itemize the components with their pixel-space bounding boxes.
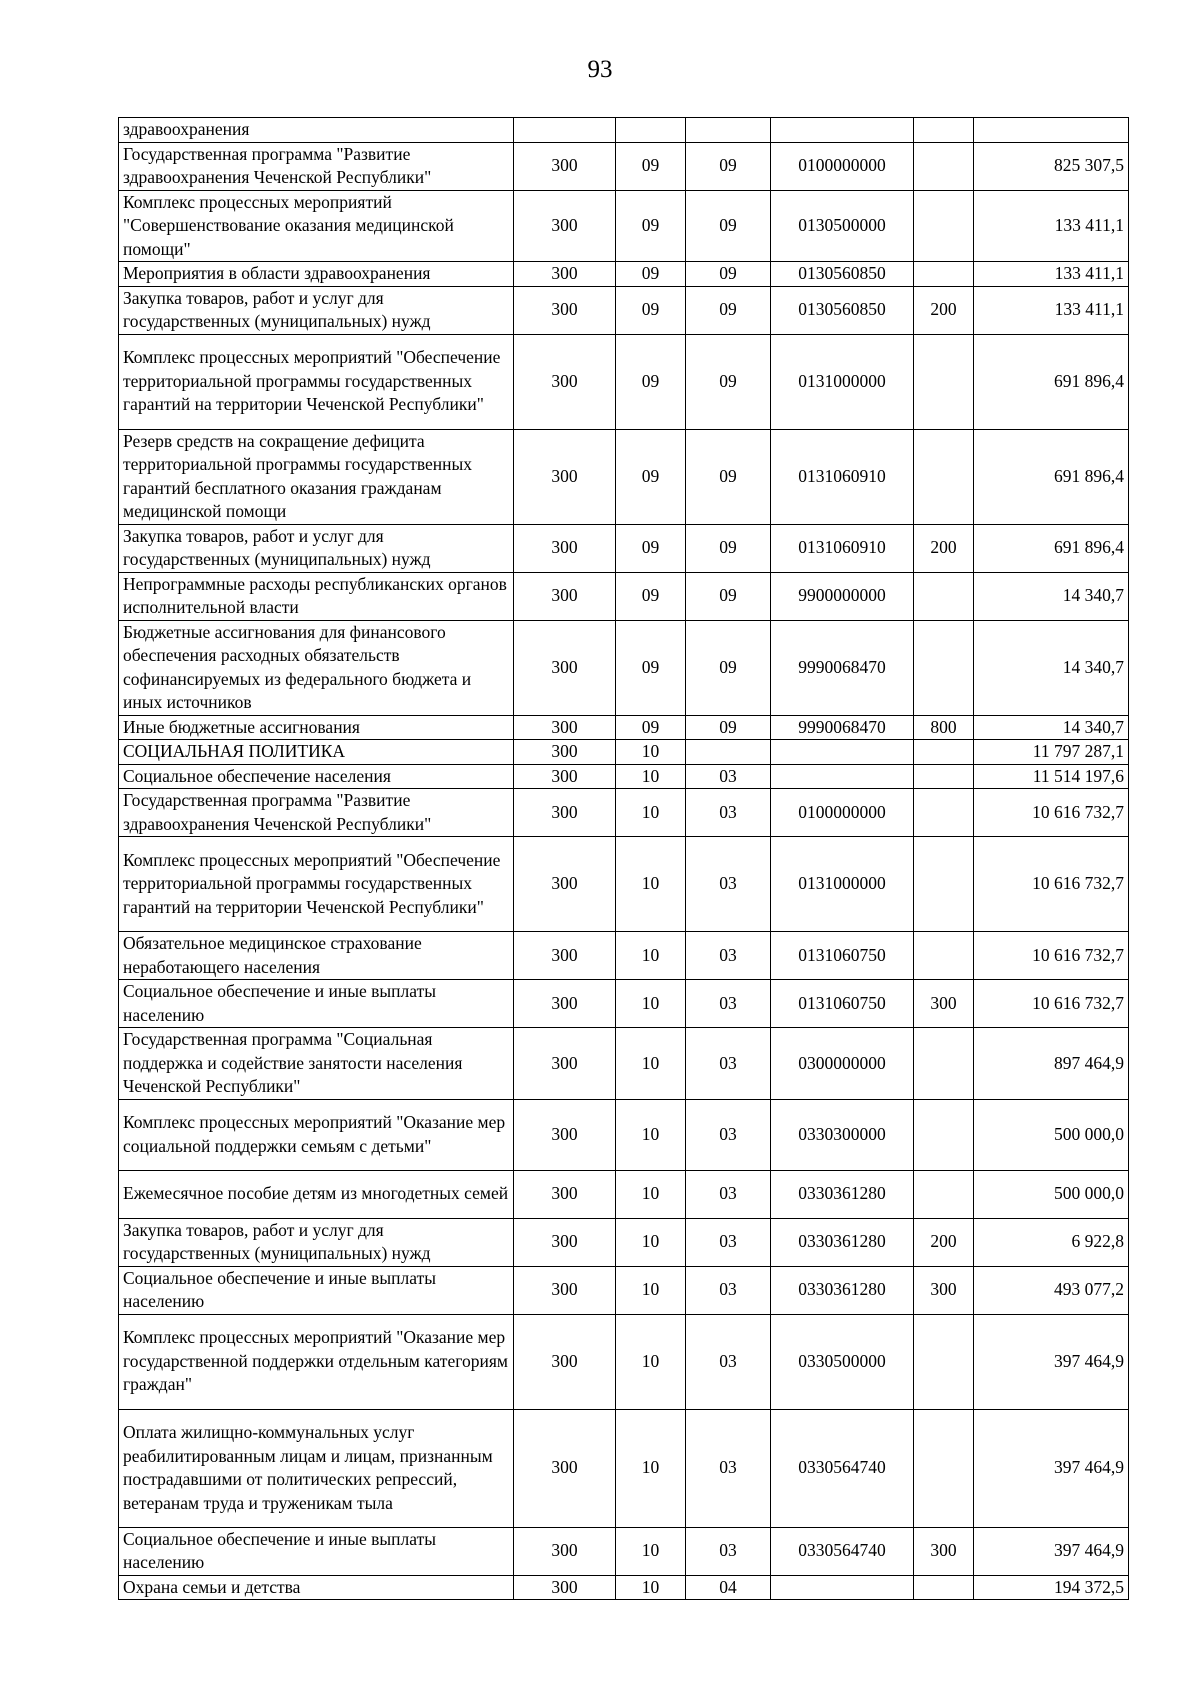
section-code-cell: 09	[616, 334, 686, 429]
amount-cell: 10 616 732,7	[974, 789, 1129, 837]
section-code-cell: 09	[616, 286, 686, 334]
expense-name-cell: Оплата жилищно-коммунальных услуг реабилитированным лицам и лицам, признанным пострадавшими от политических репрессий, ветеранам труда и труженикам тыла	[119, 1409, 514, 1527]
expense-name-cell: Комплекс процессных мероприятий "Оказание мер государственной поддержки отдельным категориям граждан"	[119, 1314, 514, 1409]
expense-type-cell	[914, 1575, 974, 1600]
expense-type-cell	[914, 334, 974, 429]
expense-name-cell: Непрограммные расходы республиканских органов исполнительной власти	[119, 572, 514, 620]
subsection-code-cell: 03	[686, 932, 771, 980]
section-code-cell: 09	[616, 715, 686, 740]
target-article-cell: 0100000000	[771, 789, 914, 837]
table-row	[119, 837, 1129, 932]
expense-name-cell: СОЦИАЛЬНАЯ ПОЛИТИКА	[119, 740, 514, 765]
subsection-code-cell: 03	[686, 1527, 771, 1575]
expense-type-cell: 800	[914, 715, 974, 740]
section-code-cell: 09	[616, 620, 686, 715]
subsection-code-cell: 03	[686, 1314, 771, 1409]
table-row	[119, 1266, 1129, 1314]
ministry-code-cell: 300	[514, 1409, 616, 1527]
ministry-code-cell: 300	[514, 1099, 616, 1170]
expense-type-cell	[914, 932, 974, 980]
table-row	[119, 764, 1129, 789]
expense-type-cell	[914, 740, 974, 765]
target-article-cell	[771, 764, 914, 789]
ministry-code-cell: 300	[514, 932, 616, 980]
expense-type-cell: 300	[914, 980, 974, 1028]
expense-type-cell	[914, 789, 974, 837]
expense-type-cell	[914, 764, 974, 789]
table-row	[119, 1527, 1129, 1575]
ministry-code-cell: 300	[514, 1170, 616, 1218]
table-row	[119, 572, 1129, 620]
ministry-code-cell: 300	[514, 1314, 616, 1409]
ministry-code-cell: 300	[514, 142, 616, 190]
amount-cell: 500 000,0	[974, 1099, 1129, 1170]
section-code-cell: 09	[616, 429, 686, 524]
section-code-cell: 09	[616, 190, 686, 262]
section-code-cell: 10	[616, 1409, 686, 1527]
expense-type-cell	[914, 837, 974, 932]
amount-cell: 397 464,9	[974, 1409, 1129, 1527]
expense-name-cell: Социальное обеспечение и иные выплаты населению	[119, 1527, 514, 1575]
expense-name-cell: Комплекс процессных мероприятий "Оказание мер социальной поддержки семьям с детьми"	[119, 1099, 514, 1170]
amount-cell: 14 340,7	[974, 620, 1129, 715]
table-row	[119, 1575, 1129, 1600]
expense-name-cell: Социальное обеспечение и иные выплаты населению	[119, 980, 514, 1028]
table-row	[119, 740, 1129, 765]
target-article-cell: 0300000000	[771, 1028, 914, 1100]
expense-name-cell: Мероприятия в области здравоохранения	[119, 262, 514, 287]
ministry-code-cell: 300	[514, 789, 616, 837]
target-article-cell: 0330564740	[771, 1409, 914, 1527]
expense-type-cell: 200	[914, 524, 974, 572]
expense-type-cell	[914, 572, 974, 620]
expense-name-cell: Обязательное медицинское страхование неработающего населения	[119, 932, 514, 980]
expense-name-cell: Комплекс процессных мероприятий "Обеспечение территориальной программы государственных гарантий на территории Чеченской Республики"	[119, 837, 514, 932]
subsection-code-cell: 03	[686, 764, 771, 789]
section-code-cell: 09	[616, 524, 686, 572]
expense-type-cell	[914, 1028, 974, 1100]
amount-cell: 6 922,8	[974, 1218, 1129, 1266]
subsection-code-cell: 09	[686, 524, 771, 572]
table-row	[119, 620, 1129, 715]
table-row	[119, 190, 1129, 262]
section-code-cell: 09	[616, 572, 686, 620]
table-row	[119, 789, 1129, 837]
amount-cell: 10 616 732,7	[974, 837, 1129, 932]
expense-name-cell: здравоохранения	[119, 118, 514, 143]
section-code-cell: 09	[616, 262, 686, 287]
section-code-cell: 09	[616, 142, 686, 190]
target-article-cell: 0130560850	[771, 286, 914, 334]
expense-type-cell	[914, 1409, 974, 1527]
table-row	[119, 334, 1129, 429]
ministry-code-cell: 300	[514, 429, 616, 524]
amount-cell: 10 616 732,7	[974, 980, 1129, 1028]
table-row	[119, 1218, 1129, 1266]
ministry-code-cell: 300	[514, 286, 616, 334]
section-code-cell: 10	[616, 789, 686, 837]
target-article-cell: 0330361280	[771, 1170, 914, 1218]
target-article-cell: 0330564740	[771, 1527, 914, 1575]
expense-name-cell: Государственная программа "Социальная поддержка и содействие занятости населения Чеченской Республики"	[119, 1028, 514, 1100]
expense-type-cell	[914, 262, 974, 287]
amount-cell: 14 340,7	[974, 572, 1129, 620]
section-code-cell: 10	[616, 1575, 686, 1600]
amount-cell: 691 896,4	[974, 429, 1129, 524]
ministry-code-cell: 300	[514, 334, 616, 429]
subsection-code-cell: 09	[686, 190, 771, 262]
expense-type-cell	[914, 190, 974, 262]
ministry-code-cell: 300	[514, 1575, 616, 1600]
amount-cell: 493 077,2	[974, 1266, 1129, 1314]
subsection-code-cell: 03	[686, 837, 771, 932]
target-article-cell	[771, 740, 914, 765]
amount-cell: 10 616 732,7	[974, 932, 1129, 980]
expense-type-cell	[914, 142, 974, 190]
table-row	[119, 980, 1129, 1028]
expense-name-cell: Ежемесячное пособие детям из многодетных семей	[119, 1170, 514, 1218]
amount-cell: 897 464,9	[974, 1028, 1129, 1100]
table-row	[119, 262, 1129, 287]
expense-name-cell: Закупка товаров, работ и услуг для государственных (муниципальных) нужд	[119, 1218, 514, 1266]
target-article-cell: 0100000000	[771, 142, 914, 190]
table-row	[119, 1314, 1129, 1409]
ministry-code-cell: 300	[514, 524, 616, 572]
amount-cell: 691 896,4	[974, 524, 1129, 572]
amount-cell: 133 411,1	[974, 286, 1129, 334]
ministry-code-cell: 300	[514, 572, 616, 620]
table-row	[119, 286, 1129, 334]
target-article-cell: 9900000000	[771, 572, 914, 620]
expense-name-cell: Социальное обеспечение населения	[119, 764, 514, 789]
expense-type-cell	[914, 1170, 974, 1218]
section-code-cell	[616, 118, 686, 143]
target-article-cell: 9990068470	[771, 620, 914, 715]
target-article-cell: 0130560850	[771, 262, 914, 287]
section-code-cell: 10	[616, 740, 686, 765]
subsection-code-cell: 09	[686, 572, 771, 620]
subsection-code-cell: 09	[686, 262, 771, 287]
subsection-code-cell: 09	[686, 286, 771, 334]
amount-cell: 11 797 287,1	[974, 740, 1129, 765]
subsection-code-cell: 09	[686, 142, 771, 190]
subsection-code-cell: 04	[686, 1575, 771, 1600]
target-article-cell: 0131060750	[771, 980, 914, 1028]
target-article-cell: 0330361280	[771, 1218, 914, 1266]
subsection-code-cell: 03	[686, 1099, 771, 1170]
page-number: 93	[587, 56, 613, 83]
expense-type-cell: 200	[914, 1218, 974, 1266]
expense-name-cell: Комплекс процессных мероприятий "Обеспечение территориальной программы государственных гарантий на территории Чеченской Республики"	[119, 334, 514, 429]
section-code-cell: 10	[616, 1028, 686, 1100]
expense-name-cell: Иные бюджетные ассигнования	[119, 715, 514, 740]
amount-cell: 133 411,1	[974, 190, 1129, 262]
table-row	[119, 715, 1129, 740]
section-code-cell: 10	[616, 1170, 686, 1218]
section-code-cell: 10	[616, 932, 686, 980]
target-article-cell: 0330500000	[771, 1314, 914, 1409]
target-article-cell: 0131000000	[771, 837, 914, 932]
expense-name-cell: Закупка товаров, работ и услуг для государственных (муниципальных) нужд	[119, 286, 514, 334]
ministry-code-cell: 300	[514, 1218, 616, 1266]
expense-type-cell	[914, 1099, 974, 1170]
ministry-code-cell: 300	[514, 740, 616, 765]
amount-cell: 194 372,5	[974, 1575, 1129, 1600]
subsection-code-cell: 03	[686, 1170, 771, 1218]
expense-name-cell: Государственная программа "Развитие здравоохранения Чеченской Республики"	[119, 142, 514, 190]
section-code-cell: 10	[616, 980, 686, 1028]
ministry-code-cell: 300	[514, 1266, 616, 1314]
subsection-code-cell: 03	[686, 1028, 771, 1100]
ministry-code-cell: 300	[514, 1527, 616, 1575]
expense-type-cell	[914, 620, 974, 715]
amount-cell: 500 000,0	[974, 1170, 1129, 1218]
subsection-code-cell	[686, 118, 771, 143]
expense-type-cell	[914, 429, 974, 524]
target-article-cell: 0330361280	[771, 1266, 914, 1314]
section-code-cell: 10	[616, 1314, 686, 1409]
target-article-cell: 0131060910	[771, 429, 914, 524]
ministry-code-cell: 300	[514, 620, 616, 715]
subsection-code-cell: 03	[686, 1409, 771, 1527]
expense-type-cell	[914, 118, 974, 143]
table-row	[119, 932, 1129, 980]
target-article-cell	[771, 1575, 914, 1600]
ministry-code-cell: 300	[514, 837, 616, 932]
table-row	[119, 1409, 1129, 1527]
table-row	[119, 1170, 1129, 1218]
amount-cell: 11 514 197,6	[974, 764, 1129, 789]
amount-cell: 397 464,9	[974, 1314, 1129, 1409]
subsection-code-cell	[686, 740, 771, 765]
subsection-code-cell: 03	[686, 789, 771, 837]
amount-cell: 825 307,5	[974, 142, 1129, 190]
target-article-cell: 9990068470	[771, 715, 914, 740]
section-code-cell: 10	[616, 1527, 686, 1575]
target-article-cell	[771, 118, 914, 143]
table-row	[119, 524, 1129, 572]
target-article-cell: 0131000000	[771, 334, 914, 429]
ministry-code-cell: 300	[514, 262, 616, 287]
budget-table	[118, 117, 1129, 1600]
table-row	[119, 1099, 1129, 1170]
section-code-cell: 10	[616, 1218, 686, 1266]
section-code-cell: 10	[616, 764, 686, 789]
subsection-code-cell: 09	[686, 715, 771, 740]
expense-name-cell: Государственная программа "Развитие здравоохранения Чеченской Республики"	[119, 789, 514, 837]
subsection-code-cell: 09	[686, 620, 771, 715]
expense-type-cell: 200	[914, 286, 974, 334]
subsection-code-cell: 03	[686, 1266, 771, 1314]
expense-name-cell: Комплекс процессных мероприятий "Совершенствование оказания медицинской помощи"	[119, 190, 514, 262]
expense-type-cell	[914, 1314, 974, 1409]
target-article-cell: 0130500000	[771, 190, 914, 262]
section-code-cell: 10	[616, 1099, 686, 1170]
amount-cell: 691 896,4	[974, 334, 1129, 429]
subsection-code-cell: 09	[686, 334, 771, 429]
ministry-code-cell: 300	[514, 190, 616, 262]
section-code-cell: 10	[616, 837, 686, 932]
ministry-code-cell	[514, 118, 616, 143]
amount-cell: 133 411,1	[974, 262, 1129, 287]
expense-name-cell: Закупка товаров, работ и услуг для государственных (муниципальных) нужд	[119, 524, 514, 572]
expense-type-cell: 300	[914, 1527, 974, 1575]
table-row	[119, 118, 1129, 143]
amount-cell	[974, 118, 1129, 143]
subsection-code-cell: 03	[686, 980, 771, 1028]
table-row	[119, 429, 1129, 524]
ministry-code-cell: 300	[514, 980, 616, 1028]
ministry-code-cell: 300	[514, 715, 616, 740]
ministry-code-cell: 300	[514, 764, 616, 789]
amount-cell: 14 340,7	[974, 715, 1129, 740]
expense-name-cell: Бюджетные ассигнования для финансового обеспечения расходных обязательств софинансируемых из федерального бюджета и иных источников	[119, 620, 514, 715]
expense-name-cell: Охрана семьи и детства	[119, 1575, 514, 1600]
target-article-cell: 0330300000	[771, 1099, 914, 1170]
amount-cell: 397 464,9	[974, 1527, 1129, 1575]
subsection-code-cell: 03	[686, 1218, 771, 1266]
table-row	[119, 142, 1129, 190]
subsection-code-cell: 09	[686, 429, 771, 524]
target-article-cell: 0131060910	[771, 524, 914, 572]
ministry-code-cell: 300	[514, 1028, 616, 1100]
target-article-cell: 0131060750	[771, 932, 914, 980]
expense-name-cell: Резерв средств на сокращение дефицита территориальной программы государственных гарантий бесплатного оказания гражданам медицинской помощи	[119, 429, 514, 524]
section-code-cell: 10	[616, 1266, 686, 1314]
table-row	[119, 1028, 1129, 1100]
table-body	[119, 118, 1129, 1600]
expense-name-cell: Социальное обеспечение и иные выплаты населению	[119, 1266, 514, 1314]
expense-type-cell: 300	[914, 1266, 974, 1314]
